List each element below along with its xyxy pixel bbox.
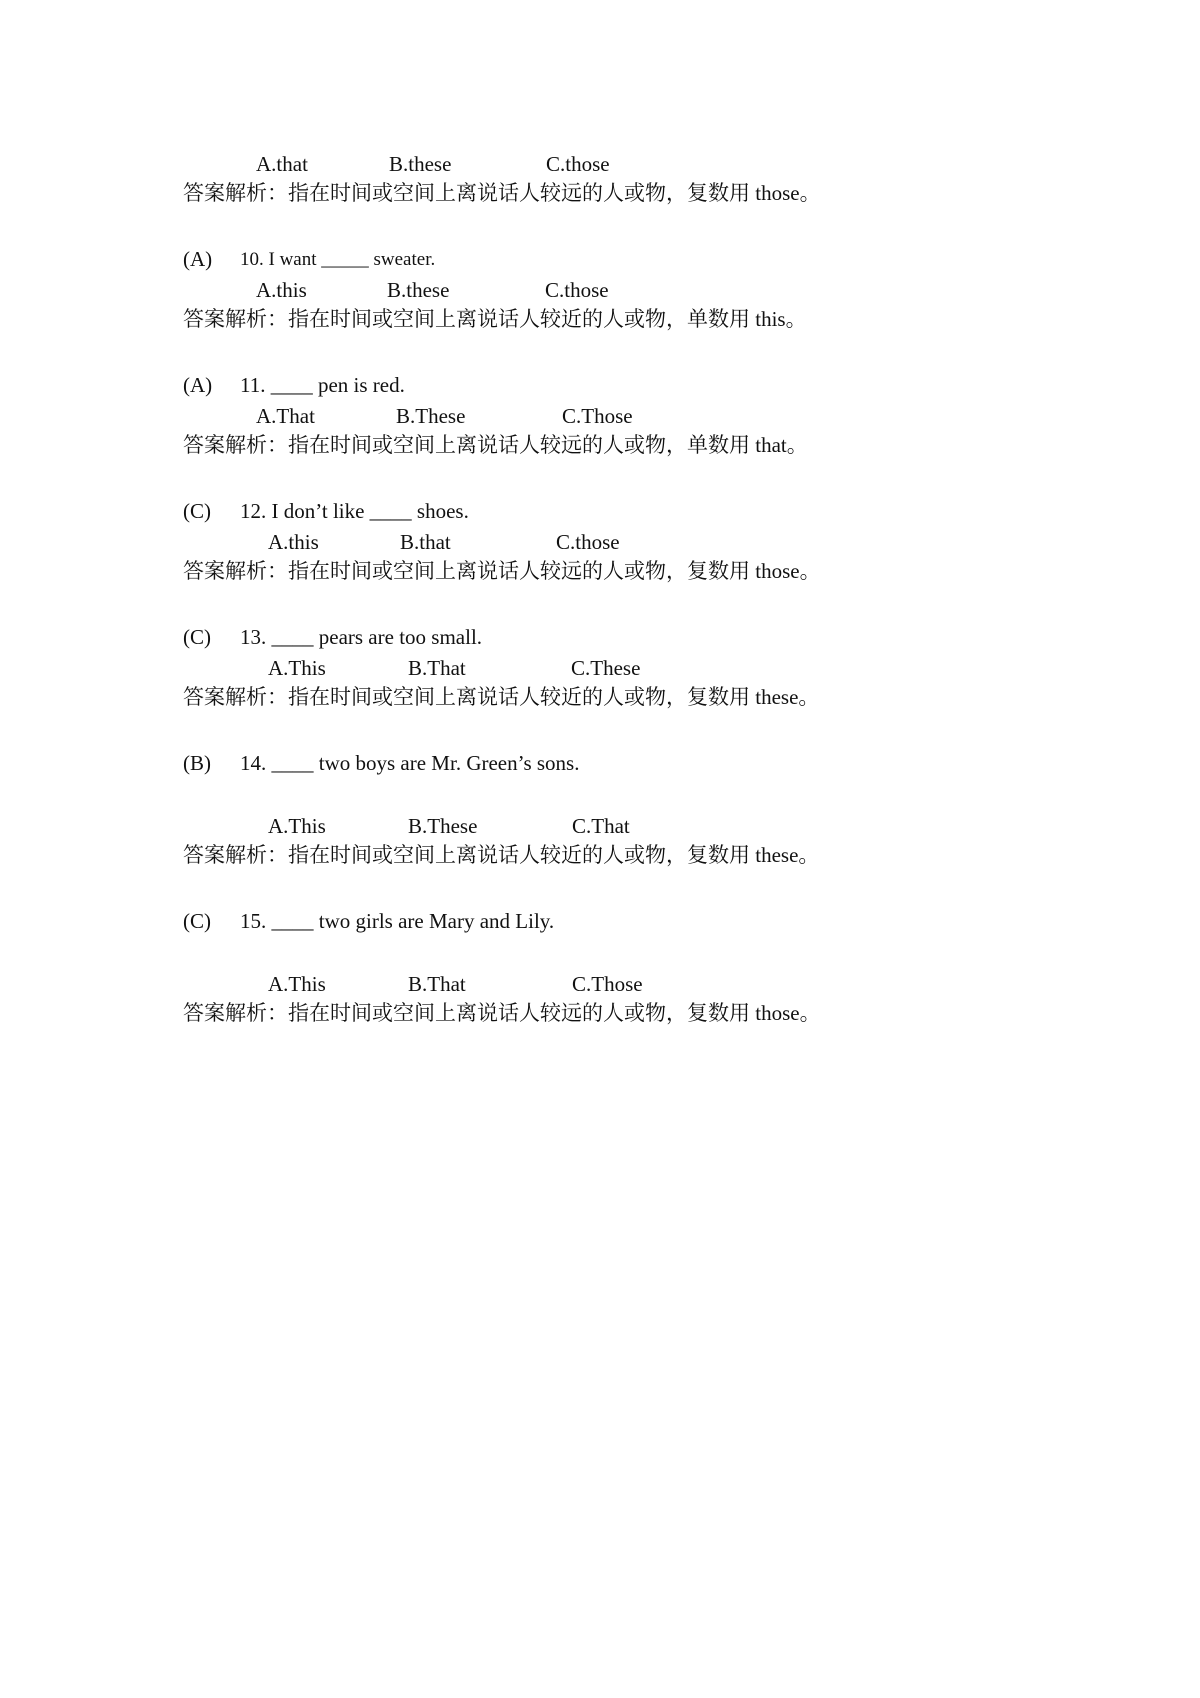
option-c: C.those: [545, 278, 609, 302]
option-a: A.This: [268, 656, 326, 680]
answer-explanation: 答案解析：指在时间或空间上离说话人较近的人或物，复数用 these。: [183, 685, 820, 709]
option-b: B.these: [389, 152, 452, 176]
option-c: C.Those: [562, 404, 633, 428]
question-stem: 12. I don’t like ____ shoes.: [240, 499, 469, 523]
answer-key: (C): [183, 625, 211, 649]
option-a: A.this: [256, 278, 307, 302]
option-b: B.these: [387, 278, 450, 302]
option-a: A.That: [256, 404, 315, 428]
answer-explanation: 答案解析：指在时间或空间上离说话人较远的人或物，单数用 that。: [183, 433, 808, 457]
answer-explanation: 答案解析：指在时间或空间上离说话人较近的人或物，复数用 these。: [183, 843, 820, 867]
question-stem: 14. ____ two boys are Mr. Green’s sons.: [240, 751, 580, 775]
question-stem: 10. I want _____ sweater.: [240, 249, 436, 270]
answer-explanation: 答案解析：指在时间或空间上离说话人较远的人或物，复数用 those。: [183, 559, 821, 583]
option-b: B.That: [408, 972, 466, 996]
answer-explanation: 答案解析：指在时间或空间上离说话人较远的人或物，复数用 those。: [183, 1001, 821, 1025]
option-c: C.That: [572, 814, 630, 838]
option-b: B.These: [408, 814, 478, 838]
question-stem: 11. ____ pen is red.: [240, 373, 405, 397]
answer-key: (C): [183, 909, 211, 933]
option-b: B.that: [400, 530, 451, 554]
answer-key: (A): [183, 373, 213, 397]
option-a: A.this: [268, 530, 319, 554]
option-a: A.This: [268, 972, 326, 996]
question-stem: 15. ____ two girls are Mary and Lily.: [240, 909, 555, 933]
option-b: B.These: [396, 404, 466, 428]
option-a: A.This: [268, 814, 326, 838]
question-stem: 13. ____ pears are too small.: [240, 625, 483, 649]
answer-key: (A): [183, 247, 213, 271]
answer-key: (C): [183, 499, 211, 523]
answer-explanation: 答案解析：指在时间或空间上离说话人较远的人或物，复数用 those。: [183, 181, 821, 205]
option-c: C.those: [546, 152, 610, 176]
option-c: C.Those: [572, 972, 643, 996]
answer-key: (B): [183, 751, 211, 775]
option-c: C.those: [556, 530, 620, 554]
option-b: B.That: [408, 656, 466, 680]
option-a: A.that: [256, 152, 308, 176]
answer-explanation: 答案解析：指在时间或空间上离说话人较近的人或物，单数用 this。: [183, 307, 807, 331]
option-c: C.These: [571, 656, 641, 680]
